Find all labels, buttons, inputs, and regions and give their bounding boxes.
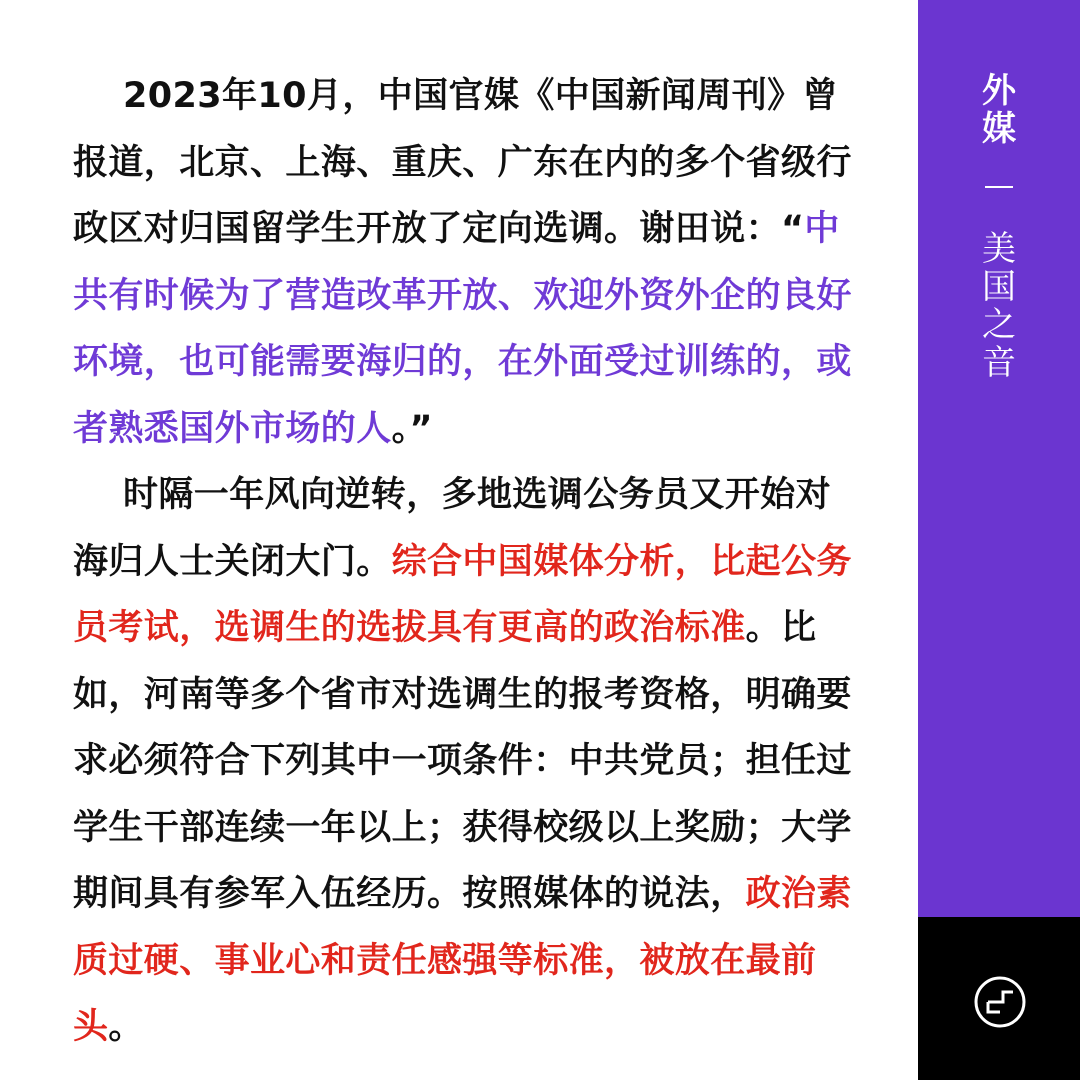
logo-box xyxy=(918,917,1080,1080)
paragraph-2-text-c: 。 xyxy=(108,1007,144,1047)
source-name-char: 美 xyxy=(982,229,1016,269)
source-name xyxy=(918,230,1080,382)
paragraph-2-text-b: 。比如，河南等多个省市对选调生的报考资格，明确要求必须符合下列其中一项条件：中共党员；担任过学生干部连续一年以上；获得校级以上奖励；大学期间具有参军入伍经历。按照媒体的说法， xyxy=(73,608,852,914)
paragraph-1 xyxy=(73,63,853,462)
source-label-char: 外 xyxy=(982,71,1016,111)
source-name-char: 国 xyxy=(982,267,1016,307)
paragraph-1-text-a: 2023年10月，中国官媒《中国新闻周刊》曾报道，北京、上海、重庆、广东在内的多个省级行政区对归国留学生开放了定向选调。谢田说：“ xyxy=(73,76,852,249)
paragraph-2 xyxy=(73,462,853,1061)
source-name-char: 音 xyxy=(982,343,1016,383)
source-sidebar xyxy=(918,0,1080,917)
source-divider xyxy=(985,186,1013,188)
paragraph-1-text-b: 。” xyxy=(391,408,433,449)
highlight-red-1: 综合中国媒体分析，比起公务员考试，选调生的选拔具有更高的政治标准 xyxy=(73,541,852,648)
article-body xyxy=(73,63,853,1061)
source-label-char: 媒 xyxy=(982,109,1016,149)
source-label xyxy=(918,72,1080,148)
highlight-red-2: 政治素质过硬、事业心和责任感强等标准，被放在最前头 xyxy=(73,874,852,1047)
source-name-char: 之 xyxy=(982,305,1016,345)
quote-purple: 中共有时候为了营造改革开放、欢迎外资外企的良好环境，也可能需要海归的，在外面受过训练的，或者熟悉国外市场的人 xyxy=(73,209,852,449)
paragraph-2-text-a: 时隔一年风向逆转，多地选调公务员又开始对海归人士关闭大门。 xyxy=(73,475,832,582)
brand-logo-icon xyxy=(973,975,1027,1029)
